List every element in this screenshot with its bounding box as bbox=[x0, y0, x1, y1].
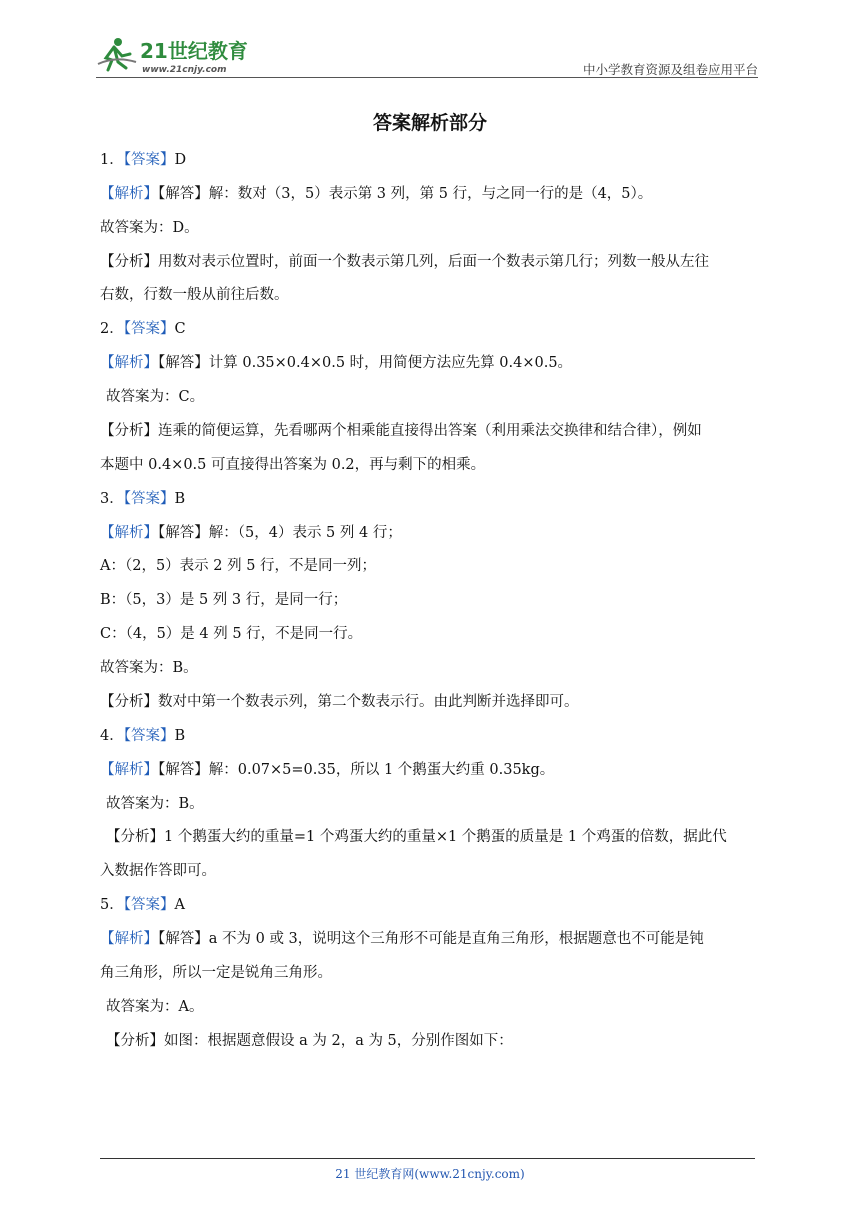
q4-fenxi-line1 bbox=[106, 827, 727, 847]
q4-jiexi-line bbox=[100, 760, 554, 780]
jiexi-tag: 【解析】 bbox=[100, 762, 158, 778]
q3-option-a: A：（2，5）表示 2 列 5 行，不是同一列； bbox=[100, 558, 377, 574]
answer-tag: 【答案】 bbox=[123, 728, 175, 744]
q4-fenxi-line2: 入数据作答即可。 bbox=[100, 863, 216, 879]
q1-fenxi-line1 bbox=[100, 252, 709, 272]
jiexi-tag: 【解析】 bbox=[100, 355, 158, 371]
q3-answer-line bbox=[100, 489, 185, 509]
q2-conclusion: 故答案为：C。 bbox=[106, 389, 205, 405]
q1-fenxi-line2: 右数，行数一般从前往后数。 bbox=[100, 287, 289, 303]
header-divider bbox=[96, 77, 758, 78]
jiexi-tag: 【解析】 bbox=[100, 525, 158, 541]
q4-number: 4． bbox=[100, 728, 124, 744]
answer-tag: 【答案】 bbox=[123, 897, 175, 913]
q4-answer: B bbox=[174, 728, 186, 744]
q4-fenxi1: 1 个鹅蛋大约的重量=1 个鸡蛋大约的重量×1 个鹅蛋的质量是 1 个鸡蛋的倍数，据此代 bbox=[164, 829, 727, 845]
q5-jieda1: a 不为 0 或 3，说明这个三角形不可能是直角三角形，根据题意也不可能是钝 bbox=[208, 931, 704, 947]
q4-conclusion: 故答案为：B。 bbox=[106, 796, 204, 812]
jieda-tag: 【解答】 bbox=[158, 762, 209, 778]
q3-option-c: C：（4，5）是 4 列 5 行，不是同一行。 bbox=[100, 626, 363, 642]
q5-answer-line bbox=[100, 895, 185, 915]
q4-answer-line bbox=[100, 726, 185, 746]
jiexi-tag: 【解析】 bbox=[100, 931, 158, 947]
header-platform-text: 中小学教育资源及组卷应用平台 bbox=[582, 62, 758, 77]
jiexi-tag: 【解析】 bbox=[100, 186, 158, 202]
answer-tag: 【答案】 bbox=[123, 152, 175, 168]
q2-jieda: 计算 0.35×0.4×0.5 时，用简便方法应先算 0.4×0.5。 bbox=[208, 355, 573, 371]
q1-jiexi-line bbox=[100, 184, 652, 204]
page-title: 答案解析部分 bbox=[372, 112, 487, 134]
q5-answer: A bbox=[174, 897, 185, 913]
q5-conclusion: 故答案为：A。 bbox=[106, 999, 204, 1015]
answer-tag: 【答案】 bbox=[123, 491, 175, 507]
q4-jieda: 解：0.07×5=0.35，所以 1 个鹅蛋大约重 0.35kg。 bbox=[208, 762, 555, 778]
jieda-tag: 【解答】 bbox=[158, 931, 209, 947]
q3-number: 3． bbox=[100, 491, 124, 507]
q1-answer-line bbox=[100, 150, 186, 170]
q3-conclusion: 故答案为：B。 bbox=[100, 660, 198, 676]
q2-fenxi1: 连乘的简便运算，先看哪两个相乘能直接得出答案（利用乘法交换律和结合律），例如 bbox=[158, 423, 702, 439]
q5-number: 5． bbox=[100, 897, 124, 913]
q2-fenxi-line2: 本题中 0.4×0.5 可直接得出答案为 0.2，再与剩下的相乘。 bbox=[100, 457, 486, 473]
jieda-tag: 【解答】 bbox=[158, 355, 209, 371]
q3-fenxi-line bbox=[100, 692, 579, 712]
fenxi-tag: 【分析】 bbox=[106, 1033, 164, 1049]
jieda-tag: 【解答】 bbox=[158, 525, 209, 541]
fenxi-tag: 【分析】 bbox=[100, 423, 158, 439]
q1-jieda: 解：数对（3，5）表示第 3 列，第 5 行，与之同一行的是（4，5）。 bbox=[208, 186, 653, 202]
fenxi-tag: 【分析】 bbox=[100, 694, 158, 710]
q3-answer: B bbox=[174, 491, 186, 507]
footer-text: 21 世纪教育网(www.21cnjy.com) bbox=[335, 1167, 525, 1181]
q5-jiexi-line2: 角三角形，所以一定是锐角三角形。 bbox=[100, 965, 332, 981]
q2-jiexi-line bbox=[100, 353, 572, 373]
q3-jiexi-line bbox=[100, 523, 402, 543]
q3-option-b: B：（5，3）是 5 列 3 行，是同一行； bbox=[100, 592, 348, 608]
q3-fenxi: 数对中第一个数表示列，第二个数表示行。由此判断并选择即可。 bbox=[158, 694, 579, 710]
q5-fenxi-line bbox=[106, 1031, 513, 1051]
answer-tag: 【答案】 bbox=[123, 321, 175, 337]
footer-divider bbox=[100, 1158, 755, 1159]
fenxi-tag: 【分析】 bbox=[106, 829, 164, 845]
q1-fenxi1: 用数对表示位置时，前面一个数表示第几列，后面一个数表示第几行；列数一般从左往 bbox=[158, 254, 709, 270]
q1-answer: D bbox=[174, 152, 187, 168]
page-header bbox=[96, 30, 758, 78]
q1-number: 1． bbox=[100, 152, 124, 168]
svg-text:21世纪教育: 21世纪教育 bbox=[140, 39, 248, 63]
q2-answer: C bbox=[174, 321, 186, 337]
site-logo bbox=[96, 34, 256, 76]
fenxi-tag: 【分析】 bbox=[100, 254, 158, 270]
q3-jieda: 解：（5，4）表示 5 列 4 行； bbox=[208, 525, 402, 541]
q2-number: 2． bbox=[100, 321, 124, 337]
q1-conclusion: 故答案为：D。 bbox=[100, 220, 199, 236]
q5-jiexi-line1 bbox=[100, 929, 704, 949]
jieda-tag: 【解答】 bbox=[158, 186, 209, 202]
q2-answer-line bbox=[100, 319, 186, 339]
q2-fenxi-line1 bbox=[100, 421, 702, 441]
svg-text:www.21cnjy.com: www.21cnjy.com bbox=[142, 65, 227, 75]
q5-fenxi: 如图：根据题意假设 a 为 2，a 为 5，分别作图如下： bbox=[164, 1033, 513, 1049]
